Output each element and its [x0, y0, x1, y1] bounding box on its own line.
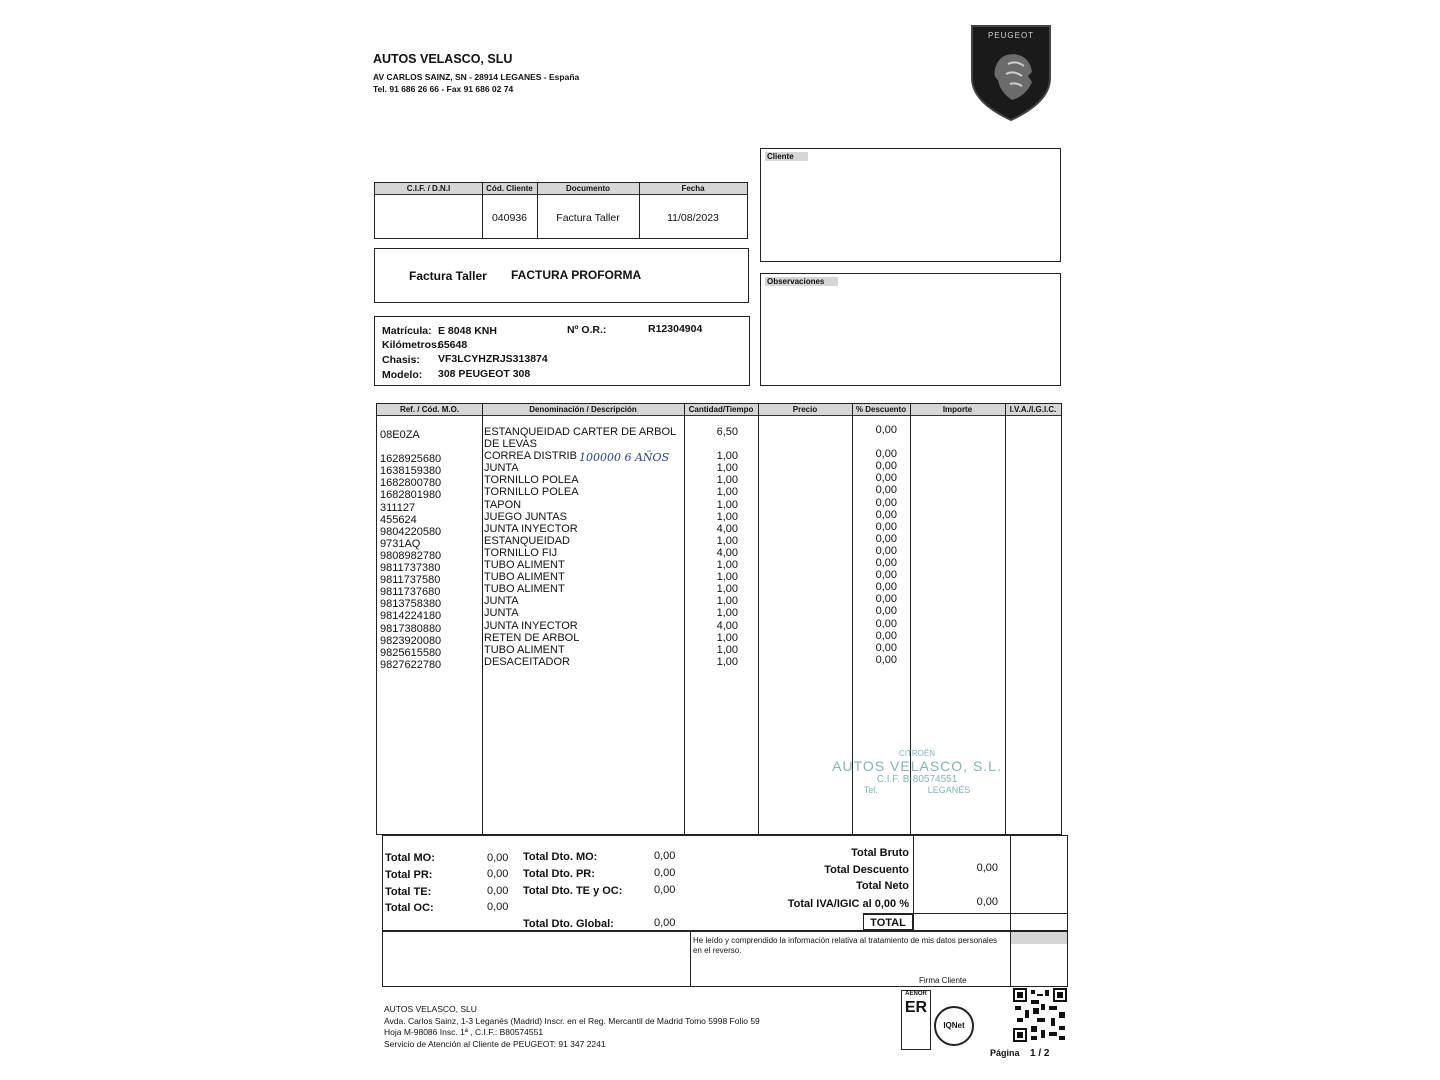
total-oc-value: 0,00 [487, 901, 509, 913]
item-descs: ESTANQUEIDAD CARTER DE ARBOL DE LEVAS CORREA DISTRIB JUNTA TORNILLO POLEA TORNILLO POLEA TAPON JUEGO JUNTAS JUNTA INYECTOR ESTANQUEIDAD TORNILLO FIJ TUBO ALIMENT TUBO ALIMENT TUBO ALIMENT JUNTA JUNTA JUNTA INYECTOR RETEN DE ARBOL TUBO ALIMENT DESACEITADOR [484, 426, 677, 668]
peugeot-logo [966, 20, 1056, 122]
page-label: Página [990, 1048, 1020, 1058]
header-table [374, 182, 748, 239]
documento-value: Factura Taller [556, 212, 620, 224]
cliente-box [760, 148, 1061, 262]
footer-line4: Servicio de Atención al Cliente de PEUGEOT: 91 347 2241 [384, 1038, 606, 1049]
matricula-value: E 8048 KNH [438, 325, 497, 337]
doc-type: Factura Taller [409, 269, 487, 283]
stamp-brand: CITROËN [899, 749, 935, 758]
header-documento-label: Documento [537, 183, 639, 195]
total-dto-te-value: 0,00 [654, 884, 676, 896]
dealer-stamp [827, 749, 1007, 795]
header-fecha-label: Fecha [639, 183, 747, 195]
items-table [376, 403, 1062, 835]
total-pr-label: Total PR: [385, 869, 433, 881]
iqnet-icon: IQNet [934, 1006, 974, 1046]
privacy-text: He leído y comprendido la información relativa al tratamiento de mis datos personales en el reverso. [693, 936, 998, 955]
logo-text: PEUGEOT [987, 31, 1035, 40]
modelo-label: Modelo: [382, 369, 423, 381]
total-neto-label: Total Neto [856, 880, 909, 892]
vehicle-box [374, 316, 750, 386]
observaciones-box [760, 273, 1061, 386]
matricula-label: Matrícula: [382, 325, 432, 337]
total-dto-pr-label: Total Dto. PR: [523, 868, 595, 880]
total-dto-global-label: Total Dto. Global: [523, 918, 614, 930]
col-disc-header: % Descuento [852, 404, 910, 416]
header-cif-label: C.I.F. / D.N.I [375, 183, 482, 195]
total-mo-label: Total MO: [385, 852, 435, 864]
cod-cliente-value: 040936 [491, 212, 528, 224]
km-label: Kilómetros: [382, 339, 441, 351]
total-bruto-label: Total Bruto [851, 847, 909, 859]
invoice-sheet [350, 8, 1092, 1074]
total-dto-pr-value: 0,00 [654, 867, 676, 879]
total-oc-label: Total OC: [385, 902, 434, 914]
total-dto-mo-label: Total Dto. MO: [523, 851, 598, 863]
footer-line3: Hoja M-98086 Insc. 1ª , C.I.F.: B80574551 [384, 1027, 544, 1037]
total-mo-value: 0,00 [487, 852, 509, 864]
total-dto-global-value: 0,00 [654, 917, 676, 929]
company-phone: Tel. 91 686 26 66 - Fax 91 686 02 74 [373, 84, 514, 94]
total-iva-value: 0,00 [976, 896, 998, 908]
col-qty-header: Cantidad/Tiempo [684, 404, 758, 416]
chasis-label: Chasis: [382, 354, 420, 366]
total-descuento-label: Total Descuento [824, 864, 909, 876]
col-iva-header: I.V.A./I.G.I.C. [1005, 404, 1061, 416]
company-name: AUTOS VELASCO, SLU [373, 52, 513, 66]
doc-kind: FACTURA PROFORMA [511, 268, 642, 282]
total-iva-label: Total IVA/IGIC al 0,00 % [787, 898, 909, 910]
aenor-text: AENOR [905, 991, 927, 997]
km-value: 65648 [438, 339, 468, 351]
total-te-label: Total TE: [385, 886, 432, 898]
modelo-value: 308 PEUGEOT 308 [438, 368, 531, 380]
totals-box [382, 835, 1068, 931]
aenor-badge [901, 990, 931, 1050]
total-dto-te-label: Total Dto. TE y OC: [523, 885, 623, 897]
signature-label: Firma Cliente [919, 976, 967, 985]
page-number: 1 / 2 [1030, 1048, 1050, 1059]
observaciones-label: Observaciones [765, 277, 838, 286]
er-icon: ER [904, 999, 928, 1016]
total-descuento-value: 0,00 [976, 862, 998, 874]
total-pr-value: 0,00 [487, 868, 509, 880]
item-refs: 08E0ZA 1628925680 1638159380 1682800780 1682801980 311127 455624 9804220580 9731AQ 9808982780 9811737380 9811737580 9811737680 9813758380 9814224180 9817380880 9823920080 9825615580 9827622780 [380, 429, 442, 671]
signature-box [382, 931, 1068, 987]
stamp-cif: C.I.F. B-80574551 [876, 774, 958, 785]
footer-line2: Avda. Carlos Sainz, 1-3 Leganés (Madrid) Inscr. en el Reg. Mercantil de Madrid Tomo 5998 Folio 59 [384, 1015, 760, 1026]
chasis-value: VF3LCYHZRJS313874 [438, 353, 548, 365]
or-value: R12304904 [648, 323, 703, 335]
stamp-line3: Tel. LEGANÉS [863, 785, 971, 795]
col-ref-header: Ref. / Cód. M.O. [377, 404, 482, 416]
or-label: Nº O.R.: [567, 324, 607, 336]
footer-text [384, 1004, 760, 1050]
col-desc-header: Denominación / Descripción [482, 404, 684, 416]
item-discs: 0,00 0,00 0,00 0,00 0,00 0,00 0,00 0,00 0,00 0,00 0,00 0,00 0,00 0,00 0,00 0,00 0,00 0,00 0,00 [875, 424, 897, 666]
col-amount-header: Importe [910, 404, 1005, 416]
total-label: TOTAL [863, 914, 913, 930]
header-cod-cliente-label: Cód. Cliente [482, 183, 537, 195]
col-price-header: Precio [758, 404, 852, 416]
handwritten-note: 100000 6 AÑOS [579, 451, 670, 464]
qr-code-icon [1013, 988, 1067, 1042]
stamp-name: AUTOS VELASCO, S.L. [832, 758, 1002, 774]
fecha-value: 11/08/2023 [667, 212, 719, 224]
total-te-value: 0,00 [487, 885, 509, 897]
company-address: AV CARLOS SAINZ, SN - 28914 LEGANES - España [373, 72, 580, 82]
doc-title-box [374, 248, 749, 303]
item-qtys: 6,50 1,00 1,00 1,00 1,00 1,00 1,00 4,00 1,00 4,00 1,00 1,00 1,00 1,00 1,00 4,00 1,00 1,00 1,00 [716, 426, 738, 668]
footer-line1: AUTOS VELASCO, SLU [384, 1004, 477, 1014]
cliente-label: Cliente [765, 152, 808, 161]
total-dto-mo-value: 0,00 [654, 850, 676, 862]
